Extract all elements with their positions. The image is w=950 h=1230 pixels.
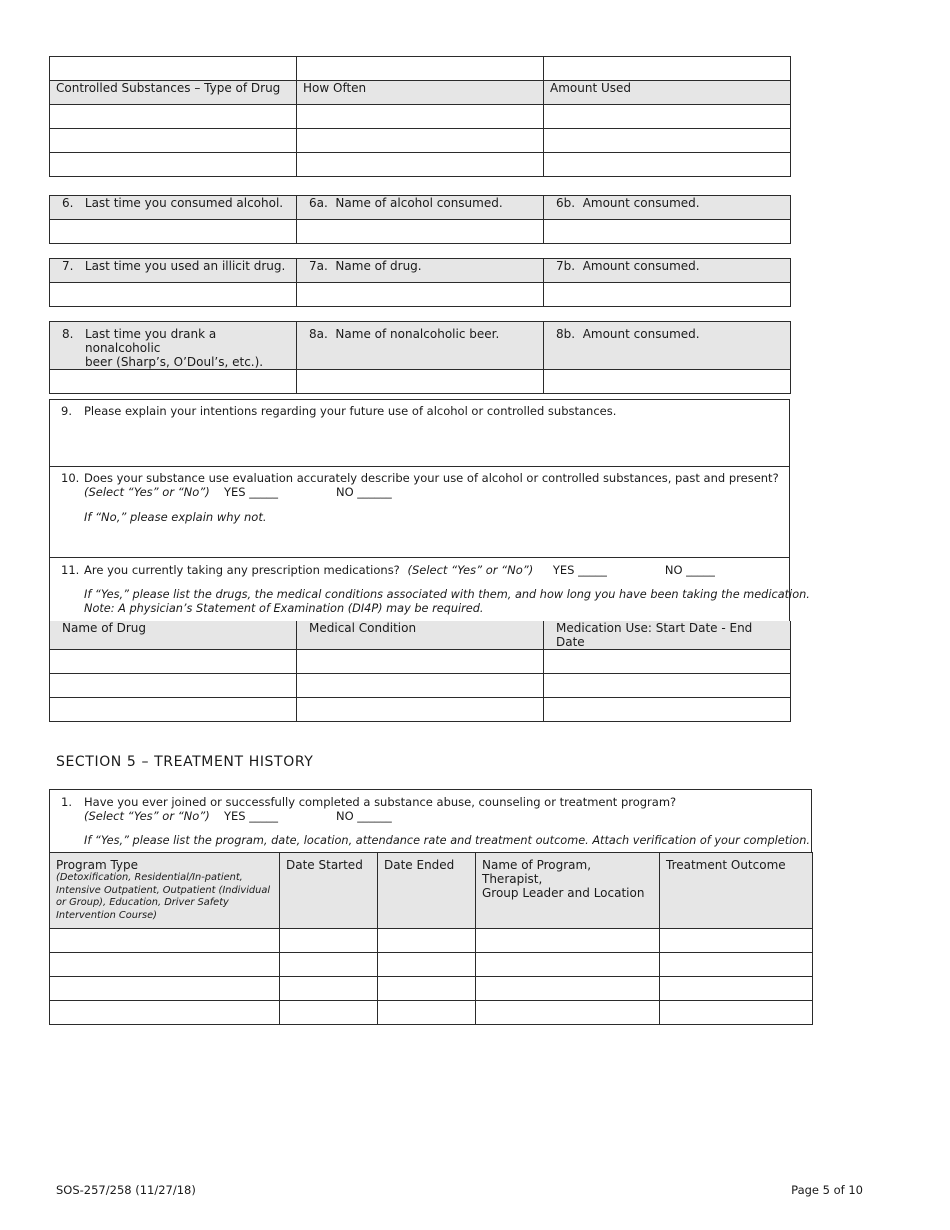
question-10-box (49, 466, 790, 558)
column-header-program-name (476, 853, 660, 929)
q10-explain-note: If “No,” please explain why not. (84, 510, 267, 524)
s5-q1-select-note: (Select “Yes” or “No”) (84, 809, 210, 823)
column-header-medication-use: Medication Use: Start Date - End Date (544, 621, 791, 650)
text-cell[interactable] (50, 953, 280, 977)
medications-table (49, 621, 791, 722)
text-cell[interactable] (50, 105, 297, 129)
table-row (50, 977, 813, 1001)
q11-text: Are you currently taking any prescription medications? (84, 563, 400, 577)
table-header-row (50, 853, 813, 929)
text-cell[interactable] (660, 1001, 813, 1025)
section-5-title: SECTION 5 – TREATMENT HISTORY (56, 754, 314, 770)
text-cell[interactable] (544, 698, 791, 722)
q11-number: 11. (61, 563, 80, 577)
text-cell[interactable] (544, 650, 791, 674)
text-cell[interactable] (378, 1001, 476, 1025)
q10-yes-field[interactable]: YES _____ (224, 485, 278, 499)
table-row (50, 650, 791, 674)
text-cell[interactable] (660, 977, 813, 1001)
q8b-label: 8b. Amount consumed. (544, 322, 791, 370)
q11-yes-field[interactable]: YES _____ (552, 563, 607, 577)
table-row (50, 57, 791, 81)
text-cell[interactable] (476, 977, 660, 1001)
column-header-date-ended: Date Ended (378, 853, 476, 929)
program-type-detail: (Detoxification, Residential/In-patient, Intensive Outpatient, Outpatient (Individual or Group), Education, Driver Safety Intervention Course) (56, 872, 271, 921)
column-header-date-started: Date Started (280, 853, 378, 929)
question-9-box (49, 399, 790, 467)
q11-note-line-2: Note: A physician’s Statement of Examination (DI4P) may be required. (84, 602, 484, 615)
text-cell[interactable] (544, 105, 791, 129)
text-cell[interactable] (280, 977, 378, 1001)
q9-answer-area[interactable] (80, 424, 781, 462)
question-10 (61, 471, 779, 485)
q8-text-line-2: beer (Sharp’s, O’Doul’s, etc.). (85, 355, 264, 369)
table-header-row (50, 322, 791, 370)
q7a-answer-field[interactable] (297, 283, 544, 307)
q7b-label: 7b. Amount consumed. (544, 259, 791, 283)
text-cell[interactable] (297, 57, 544, 81)
column-header-type-of-drug: Controlled Substances – Type of Drug (50, 81, 297, 105)
question-7-table (49, 258, 791, 307)
text-cell[interactable] (378, 977, 476, 1001)
table-row (50, 283, 791, 307)
text-cell[interactable] (297, 650, 544, 674)
text-cell[interactable] (378, 953, 476, 977)
q8-text-line-1: Last time you drank a nonalcoholic (85, 327, 217, 355)
question-9 (61, 404, 616, 418)
q8a-label: 8a. Name of nonalcoholic beer. (297, 322, 544, 370)
table-row (50, 153, 791, 177)
text-cell[interactable] (50, 650, 297, 674)
text-cell[interactable] (50, 1001, 280, 1025)
q8-text (85, 327, 290, 369)
q8-label (50, 322, 297, 370)
text-cell[interactable] (50, 698, 297, 722)
q7-answer-field[interactable] (50, 283, 297, 307)
q10-no-field[interactable]: NO ______ (336, 485, 392, 499)
controlled-substances-table (49, 56, 791, 177)
text-cell[interactable] (660, 953, 813, 977)
q8b-answer-field[interactable] (544, 370, 791, 394)
text-cell[interactable] (297, 129, 544, 153)
q7-label: 7. Last time you used an illicit drug. (50, 259, 297, 283)
s5-q1-text: Have you ever joined or successfully completed a substance abuse, counseling or treatment program? (84, 795, 677, 809)
column-header-medical-condition: Medical Condition (297, 621, 544, 650)
q8-answer-field[interactable] (50, 370, 297, 394)
question-6-table (49, 195, 791, 244)
question-8-table (49, 321, 791, 394)
q8a-answer-field[interactable] (297, 370, 544, 394)
text-cell[interactable] (297, 105, 544, 129)
question-11-box (49, 557, 810, 622)
text-cell[interactable] (50, 929, 280, 953)
s5-q1-no-field[interactable]: NO ______ (336, 809, 392, 823)
column-header-name-of-drug: Name of Drug (50, 621, 297, 650)
section-5-question-1 (61, 795, 676, 809)
program-name-line-2: Group Leader and Location (482, 886, 645, 900)
text-cell[interactable] (476, 953, 660, 977)
table-row (50, 105, 791, 129)
text-cell[interactable] (280, 929, 378, 953)
table-row (50, 698, 791, 722)
text-cell[interactable] (50, 129, 297, 153)
q6b-label: 6b. Amount consumed. (544, 196, 791, 220)
table-row (50, 129, 791, 153)
text-cell[interactable] (544, 57, 791, 81)
text-cell[interactable] (544, 674, 791, 698)
column-header-how-often: How Often (297, 81, 544, 105)
s5-q1-note: If “Yes,” please list the program, date, location, attendance rate and treatment outcome. Attach verification of your completion. (84, 834, 810, 847)
text-cell[interactable] (297, 674, 544, 698)
text-cell[interactable] (297, 698, 544, 722)
program-type-label: Program Type (56, 858, 139, 872)
column-header-treatment-outcome: Treatment Outcome (660, 853, 813, 929)
q7a-label: 7a. Name of drug. (297, 259, 544, 283)
treatment-history-table (49, 852, 813, 1025)
s5-q1-yes-field[interactable]: YES _____ (224, 809, 278, 823)
page-number: Page 5 of 10 (791, 1183, 863, 1197)
text-cell[interactable] (50, 674, 297, 698)
s5-q1-number: 1. (61, 795, 72, 809)
table-header-row (50, 621, 791, 650)
text-cell[interactable] (50, 57, 297, 81)
q9-number: 9. (61, 404, 72, 418)
q6a-answer-field[interactable] (297, 220, 544, 244)
text-cell[interactable] (544, 129, 791, 153)
table-header-row (50, 259, 791, 283)
q10-explain-answer-area[interactable] (84, 527, 781, 553)
text-cell[interactable] (378, 929, 476, 953)
table-row (50, 220, 791, 244)
table-row (50, 370, 791, 394)
table-row (50, 953, 813, 977)
table-header-row (50, 81, 791, 105)
table-row (50, 674, 791, 698)
q11-no-field[interactable]: NO _____ (664, 563, 715, 577)
text-cell[interactable] (297, 153, 544, 177)
q11-select-note: (Select “Yes” or “No”) (407, 563, 534, 577)
q11-note-line-1: If “Yes,” please list the drugs, the medical conditions associated with them, and how long you have been taking the medication. (84, 588, 810, 601)
table-row (50, 929, 813, 953)
question-11 (61, 563, 715, 577)
text-cell[interactable] (476, 929, 660, 953)
column-header-program-type (50, 853, 280, 929)
q6-answer-field[interactable] (50, 220, 297, 244)
q7b-answer-field[interactable] (544, 283, 791, 307)
q10-select-note: (Select “Yes” or “No”) (84, 485, 210, 499)
table-header-row (50, 196, 791, 220)
q10-yes-no-line (84, 485, 392, 499)
q10-text: Does your substance use evaluation accurately describe your use of alcohol or controlled substances, past and present? (84, 471, 779, 485)
text-cell[interactable] (50, 977, 280, 1001)
q8-number: 8. (62, 327, 74, 341)
q6-label: 6. Last time you consumed alcohol. (50, 196, 297, 220)
text-cell[interactable] (280, 1001, 378, 1025)
text-cell[interactable] (544, 153, 791, 177)
text-cell[interactable] (280, 953, 378, 977)
text-cell[interactable] (50, 153, 297, 177)
s5-q1-yes-no-line (84, 809, 392, 823)
section-5-question-1-box (49, 789, 812, 853)
table-row (50, 1001, 813, 1025)
text-cell[interactable] (476, 1001, 660, 1025)
q9-text: Please explain your intentions regarding your future use of alcohol or controlled substances. (84, 404, 617, 418)
q6b-answer-field[interactable] (544, 220, 791, 244)
q10-number: 10. (61, 471, 80, 485)
form-id: SOS-257/258 (11/27/18) (56, 1183, 196, 1197)
column-header-amount-used: Amount Used (544, 81, 791, 105)
program-name-line-1: Name of Program, Therapist, (482, 858, 592, 886)
text-cell[interactable] (660, 929, 813, 953)
q6a-label: 6a. Name of alcohol consumed. (297, 196, 544, 220)
